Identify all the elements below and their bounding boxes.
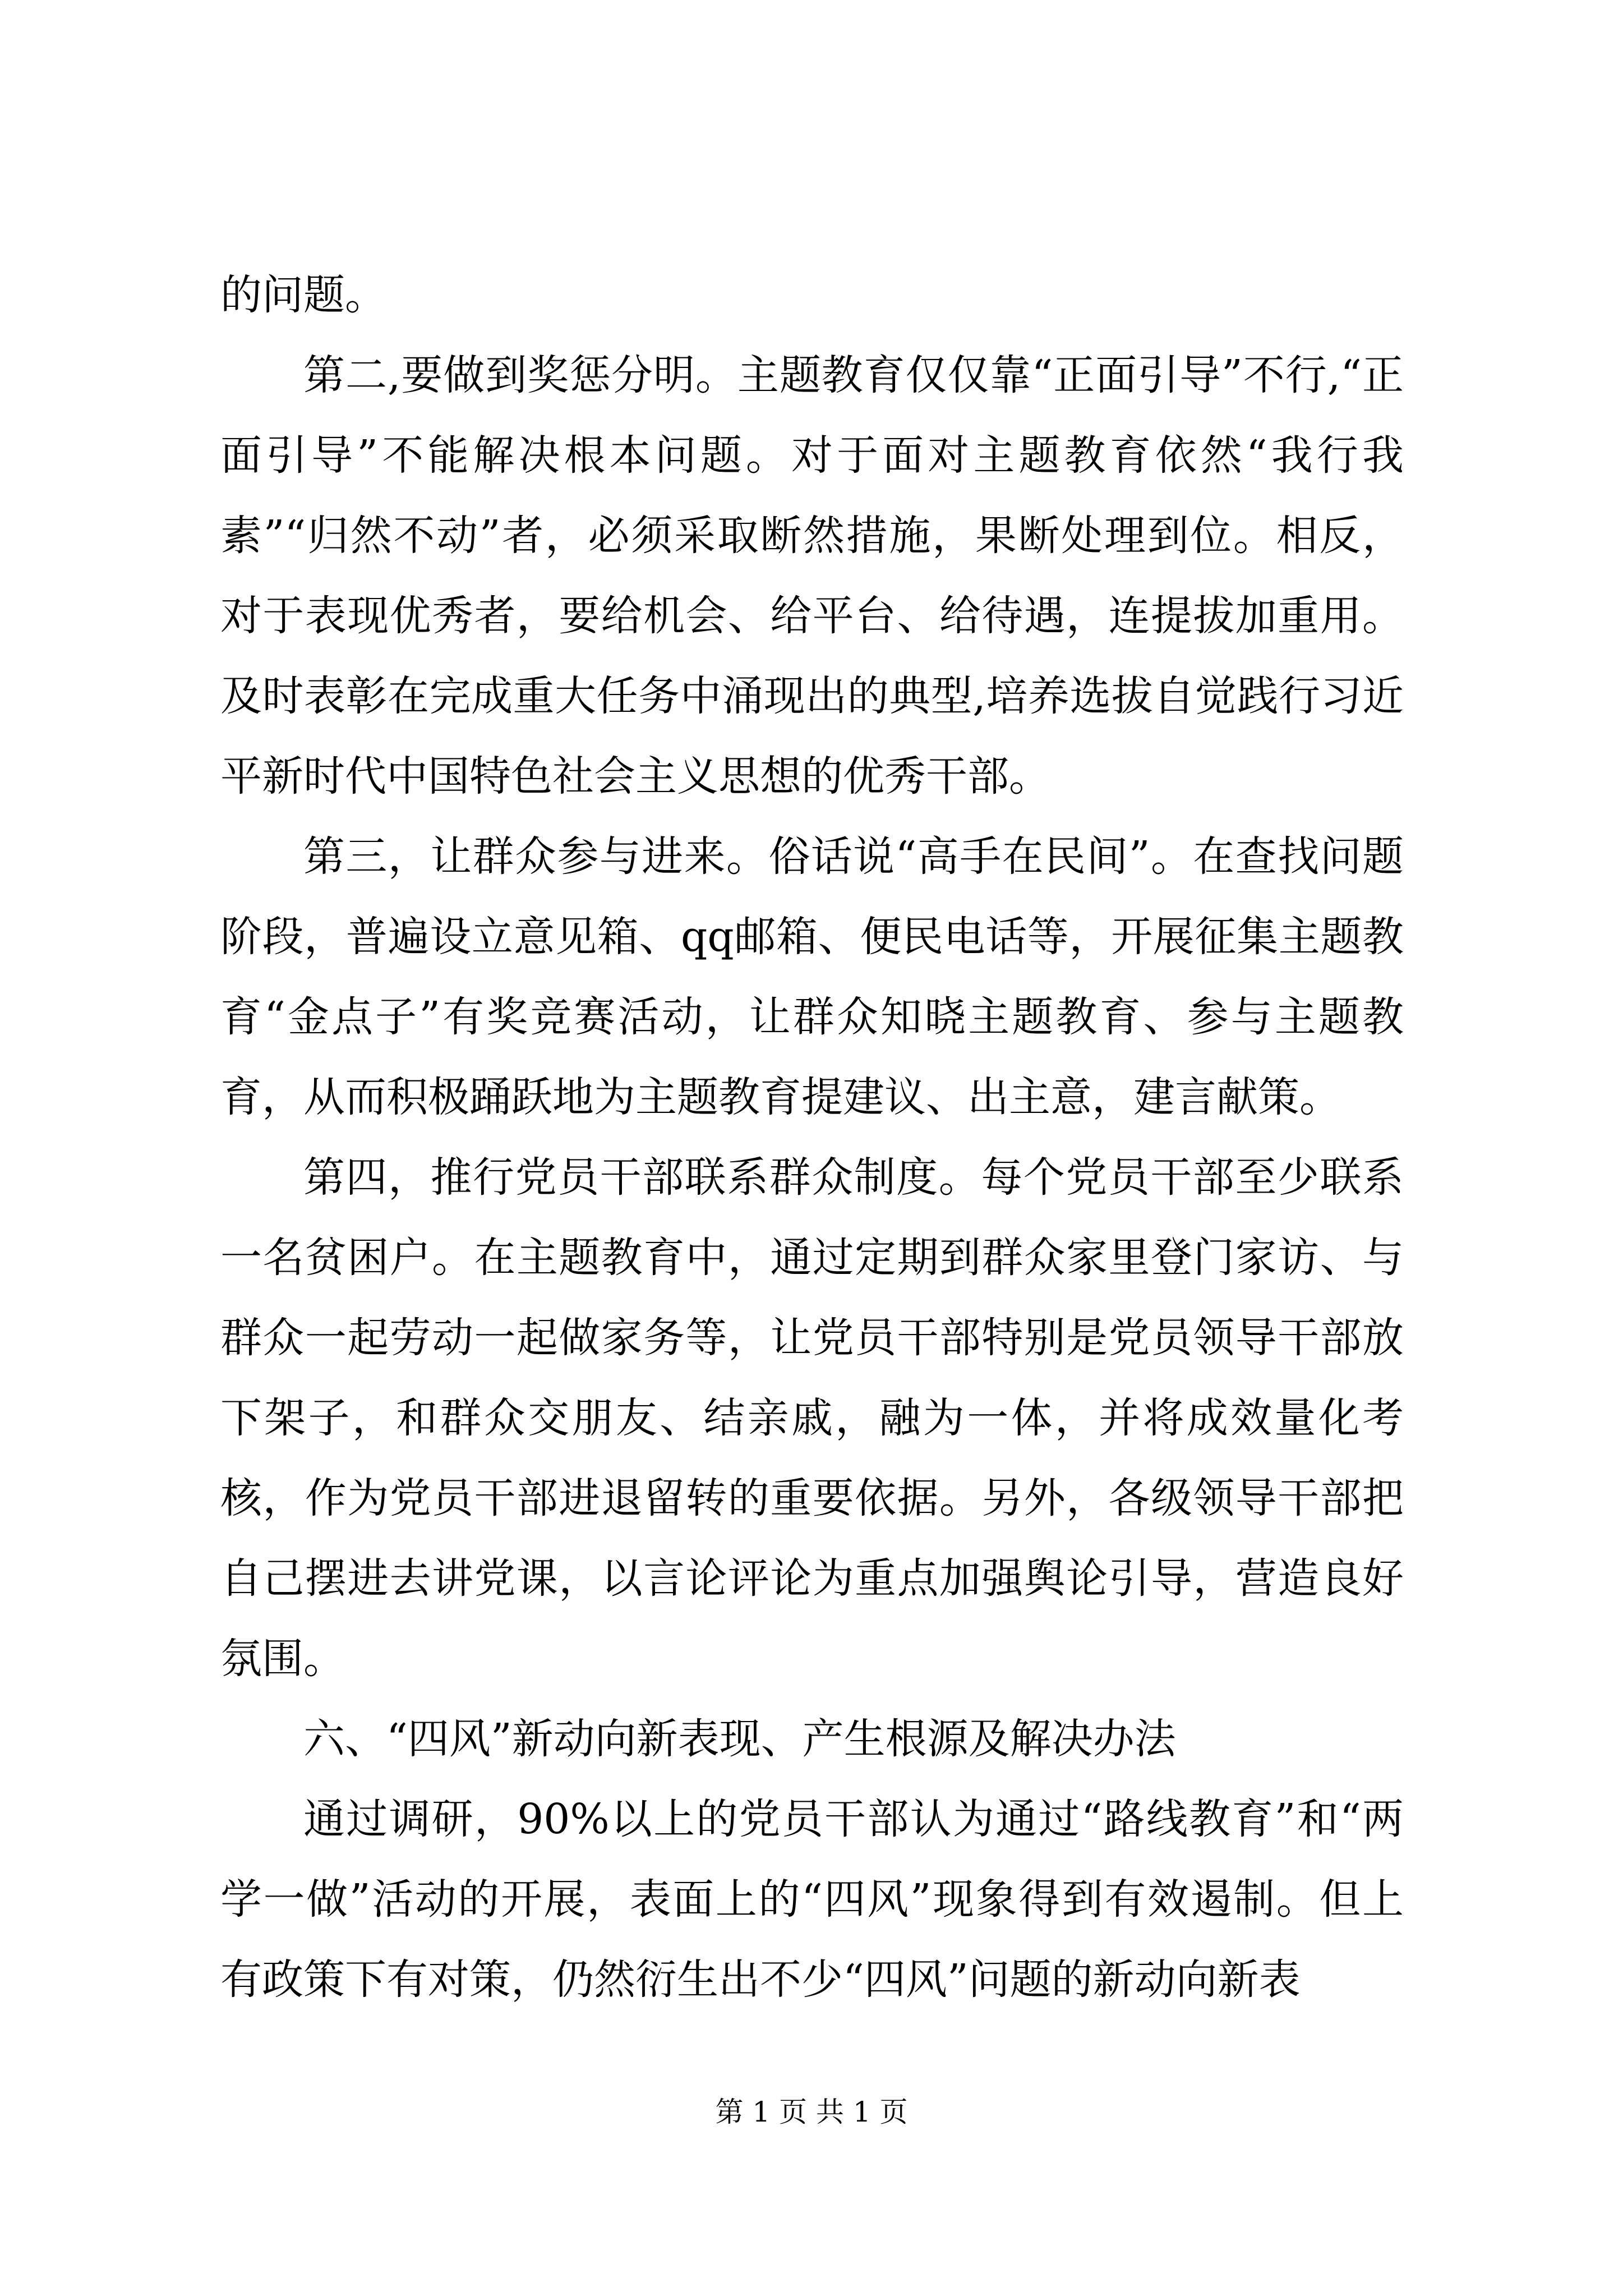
paragraph-survey: 通过调研，90%以上的党员干部认为通过“路线教育”和“两学一做”活动的开展，表面上的“四风”现象得到有效遏制。但上有政策下有对策，仍然衍生出不少“四风”问题的新动向新表 — [220, 1795, 1404, 2004]
paragraph-fourth-point: 第四，推行党员干部联系群众制度。每个党员干部至少联系一名贫困户。在主题教育中，通过定期到群众家里登门家访、与群众一起劳动一起做家务等，让党员干部特别是党员领导干部放下架子，和群众交朋友、结亲戚，融为一体，并将成效量化考核，作为党员干部进退留转的重要依据。另外，各级领导干部把自己摆进去讲党课，以言论评论为重点加强舆论引导，营造良好氛围。 — [220, 1153, 1404, 1683]
document-body — [220, 255, 1404, 2020]
paragraph-third-point: 第三，让群众参与进来。俗话说“高手在民间”。在查找问题阶段，普遍设立意见箱、qq邮箱、便民电话等，开展征集主题教育“金点子”有奖竞赛活动，让群众知晓主题教育、参与主题教育，从而积极踊跃地为主题教育提建议、出主意，建言献策。 — [220, 832, 1404, 1121]
page-footer: 第 1 页 共 1 页 — [715, 2096, 908, 2128]
paragraph-continuation: 的问题。 — [220, 271, 386, 319]
paragraph-second-point: 第二,要做到奖惩分明。主题教育仅仅靠“正面引导”不行,“正面引导”不能解决根本问题。对于面对主题教育依然“我行我素”“归然不动”者，必须采取断然措施，果断处理到位。相反，对于表现优秀者，要给机会、给平台、给待遇，连提拔加重用。及时表彰在完成重大任务中涌现出的典型,培养选拔自觉践行习近平新时代中国特色社会主义思想的优秀干部。 — [220, 351, 1404, 800]
section-heading-six: 六、“四风”新动向新表现、产生根源及解决办法 — [303, 1715, 1176, 1763]
